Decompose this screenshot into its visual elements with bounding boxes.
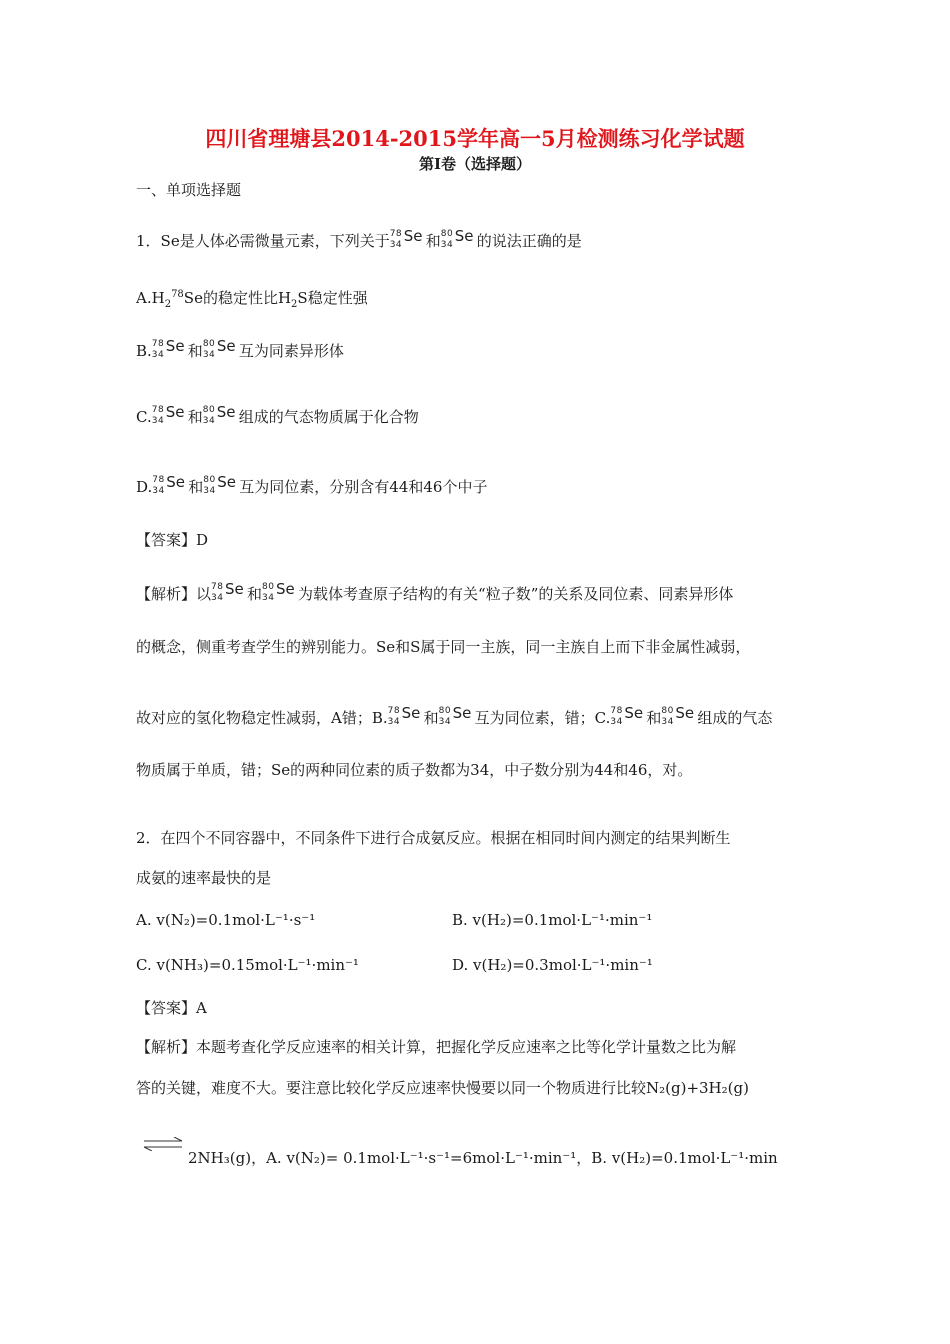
q1-option-c: C. 78 34 Se 和 80 34 Se 组成的气态物质属于化合物 <box>136 403 419 426</box>
section-subtitle: 第Ⅰ卷（选择题） <box>418 155 532 173</box>
q1-explanation-line-3: 故对应的氢化物稳定性减弱，A错；B. 78 34 Se 和 80 34 Se 互为同位素，错；C. 78 34 Se 和 80 34 Se 组成的气态 <box>136 704 773 727</box>
q2-option-c: C. v(NH₃)=0.15mol·L⁻¹·min⁻¹ <box>136 956 359 974</box>
q1-explanation-line-4: 物质属于单质，错；Se的两种同位素的质子数都为34，中子数分别为44和46，对。 <box>136 761 693 779</box>
isotope-se78: 78 34 Se <box>387 704 421 727</box>
isotope-se80: 80 34 Se <box>440 227 474 250</box>
isotope-se78: 78 34 Se <box>211 580 244 603</box>
isotope-se80: 80 34 Se <box>262 580 295 603</box>
isotope-se80: 80 34 Se <box>202 403 236 426</box>
q1-explanation-line-2: 的概念，侧重考查学生的辨别能力。Se和S属于同一主族，同一主族自上而下非金属性减弱， <box>136 638 751 656</box>
isotope-se80: 80 34 Se <box>202 337 236 360</box>
q2-explanation-line-1: 【解析】本题考查化学反应速率的相关计算，把握化学反应速率之比等化学计量数之比为解 <box>136 1038 737 1056</box>
q2-stem-line-2: 成氨的速率最快的是 <box>136 869 272 887</box>
q1-answer: 【答案】D <box>136 531 209 549</box>
isotope-se80: 80 34 Se <box>203 473 237 496</box>
q2-answer: 【答案】A <box>136 999 207 1017</box>
isotope-se78: 78 34 Se <box>151 337 185 360</box>
isotope-se78: 78 34 Se <box>152 473 186 496</box>
q1-explanation-line-1: 【解析】以 78 34 Se 和 80 34 Se 为载体考查原子结构的有关“粒子数”的关系及同位素、同素异形体 <box>136 580 734 603</box>
isotope-se78: 78 34 Se <box>610 704 644 727</box>
q2-option-b: B. v(H₂)=0.1mol·L⁻¹·min⁻¹ <box>452 911 653 929</box>
reversible-arrow-icon <box>142 1137 184 1151</box>
q2-option-d: D. v(H₂)=0.3mol·L⁻¹·min⁻¹ <box>452 956 653 974</box>
q1-option-b: B. 78 34 Se 和 80 34 Se 互为同素异形体 <box>136 337 344 360</box>
q2-option-a: A. v(N₂)=0.1mol·L⁻¹·s⁻¹ <box>136 911 316 929</box>
section-heading: 一、单项选择题 <box>136 181 242 199</box>
q2-stem-line-1: 2．在四个不同容器中，不同条件下进行合成氨反应。根据在相同时间内测定的结果判断生 <box>136 829 731 847</box>
q2-explanation-line-3: 2NH₃(g)，A. v(N₂)= 0.1mol·L⁻¹·s⁻¹=6mol·L⁻¹·min⁻¹，B. v(H₂)=0.1mol·L⁻¹·min <box>188 1149 778 1167</box>
q2-explanation-line-2: 答的关键，难度不大。要注意比较化学反应速率快慢要以同一个物质进行比较N₂(g)+3H₂(g) <box>136 1079 749 1097</box>
isotope-se78: 78 34 Se <box>151 403 185 426</box>
q1-option-a: $A.H_2^{78}Se$的稳定性比$H_2S$稳定性强 <box>136 289 368 310</box>
q1-option-d: D. 78 34 Se 和 80 34 Se 互为同位素，分别含有44和46个中子 <box>136 473 488 496</box>
q1-stem: 1．Se是人体必需微量元素，下列关于 78 34 Se 和 80 34 Se 的说法正确的是 <box>136 227 582 250</box>
page-title: 四川省理塘县2014-2015学年高一5月检测练习化学试题 <box>205 126 745 151</box>
isotope-se80: 80 34 Se <box>661 704 695 727</box>
isotope-se78: 78 34 Se <box>389 227 423 250</box>
isotope-se80: 80 34 Se <box>438 704 472 727</box>
